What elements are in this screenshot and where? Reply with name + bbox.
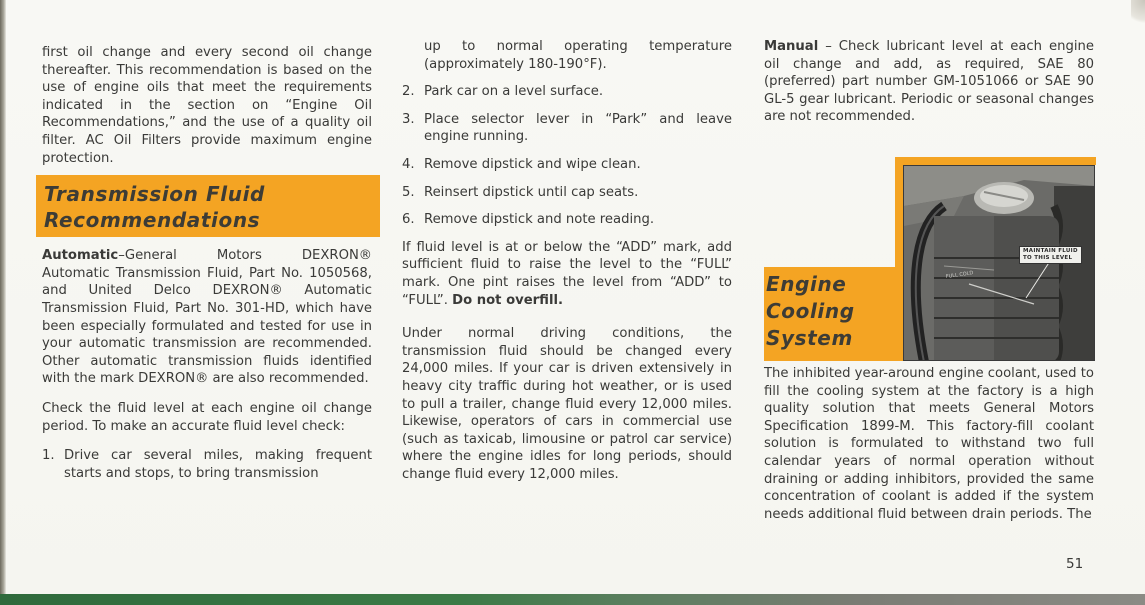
engine-cooling-block	[764, 157, 1096, 361]
step-number: 6.	[402, 212, 415, 228]
fluid-level-paragraph	[402, 239, 732, 309]
manual-transmission-paragraph	[764, 38, 1094, 126]
page-number: 51	[1066, 556, 1084, 572]
automatic-paragraph	[42, 247, 372, 388]
oil-filter-paragraph: first oil change and every second oil change thereafter. This recommendation is based on the use of engine oils that meet the requirements indicated in the section on “Engine Oil Recommendations,” and the use of a quality oil filter. AC Oil Filters provide maximum engine protection.	[42, 45, 372, 166]
coolant-reservoir-photo	[903, 165, 1095, 361]
callout-line-1: MAINTAIN FLUID	[1023, 248, 1078, 254]
page-corner	[1131, 0, 1145, 30]
step-1-continued: up to normal operating temperature (approximately 180-190°F).	[424, 39, 732, 72]
column-right	[764, 38, 1094, 126]
transmission-fluid-heading	[36, 175, 380, 237]
step-4	[402, 156, 732, 174]
check-fluid-paragraph: Check the fluid level at each engine oil change period. To make an accurate fluid level check:	[42, 400, 372, 434]
step-number: 4.	[402, 156, 415, 172]
page-bottom-edge	[0, 594, 1145, 605]
step-text: Remove dipstick and note reading.	[424, 212, 655, 228]
step-text: Reinsert dipstick until cap seats.	[424, 184, 639, 200]
step-number: 3.	[402, 111, 415, 127]
change-interval-paragraph: Under normal driving conditions, the transmission fluid should be changed every 24,000 miles. If your car is driven extensively in heavy city traffic during hot weather, or is used to pull a trailer, change fluid every 12,000 miles. Likewise, operators of cars in commercial use (such as taxicab, limousine or patrol car service) where the engine idles for long periods, should change fluid every 12,000 miles.	[402, 326, 732, 482]
accent-bar	[895, 157, 1096, 165]
step-text: Remove dipstick and wipe clean.	[424, 156, 641, 172]
maintain-fluid-callout	[1019, 246, 1082, 264]
heading-line-3: System	[766, 326, 853, 350]
heading-line-1: Transmission Fluid	[44, 182, 265, 207]
fluid-level-text: If fluid level is at or below the “ADD” mark, add sufficient fluid to raise the level to the “FULL” mark. One pint raises the level from “ADD” to “FULL”.	[402, 239, 732, 308]
step-number: 2.	[402, 84, 415, 100]
step-text: Park car on a level surface.	[424, 84, 604, 100]
step-number: 5.	[402, 184, 415, 200]
check-steps-list	[402, 83, 732, 229]
step-text: Place selector lever in “Park” and leave engine running.	[424, 111, 732, 145]
tank-marking: FULL COLD	[945, 270, 974, 280]
heading-line-2: Cooling	[766, 299, 855, 323]
step-3	[402, 111, 732, 146]
heading-line-1: Engine	[766, 272, 847, 296]
automatic-text: –General Motors DEXRON® Automatic Transmission Fluid, Part No. 1050568, and United Delco DEXRON® Automatic Transmission Fluid, Part No. 301-HD, which have been especially formulated and tested for use in your automatic transmission are recommended. Other automatic transmission fluids identified with the mark DEXRON® are also recommended.	[42, 248, 372, 387]
column-left	[42, 44, 372, 482]
step-6	[402, 211, 732, 229]
step-2	[402, 83, 732, 101]
step-5	[402, 184, 732, 202]
manual-label: Manual	[764, 39, 819, 54]
step-number: 1.	[42, 448, 55, 464]
overfill-warning: Do not overfill.	[452, 292, 563, 308]
step-1	[42, 447, 372, 482]
coolant-text: The inhibited year-around engine coolant, used to fill the cooling system at the factory is a high quality solution that meets General Motors Specification 1899-M. This factory-fill coolant solution is formulated to withstand two full calendar years of normal operation without draining or adding inhibitors, provided the same concentration of coolant is added if the system needs additional fluid between drain periods. The	[764, 366, 1094, 522]
step-text: Drive car several miles, making frequent starts and stops, to bring transmission	[64, 448, 372, 481]
manual-text: – Check lubricant level at each engine oil change and add, as required, SAE 80 (preferred) part number GM-1051066 or SAE 90 GL-5 gear lubricant. Periodic or seasonal changes are not recommended.	[764, 39, 1094, 125]
engine-cooling-heading	[766, 271, 896, 352]
column-middle	[402, 38, 732, 483]
heading-line-2: Recommendations	[44, 208, 261, 233]
book-spine	[0, 0, 6, 600]
callout-line-2: TO THIS LEVEL	[1023, 255, 1073, 261]
automatic-label: Automatic	[42, 248, 119, 264]
coolant-paragraph	[764, 365, 1094, 523]
